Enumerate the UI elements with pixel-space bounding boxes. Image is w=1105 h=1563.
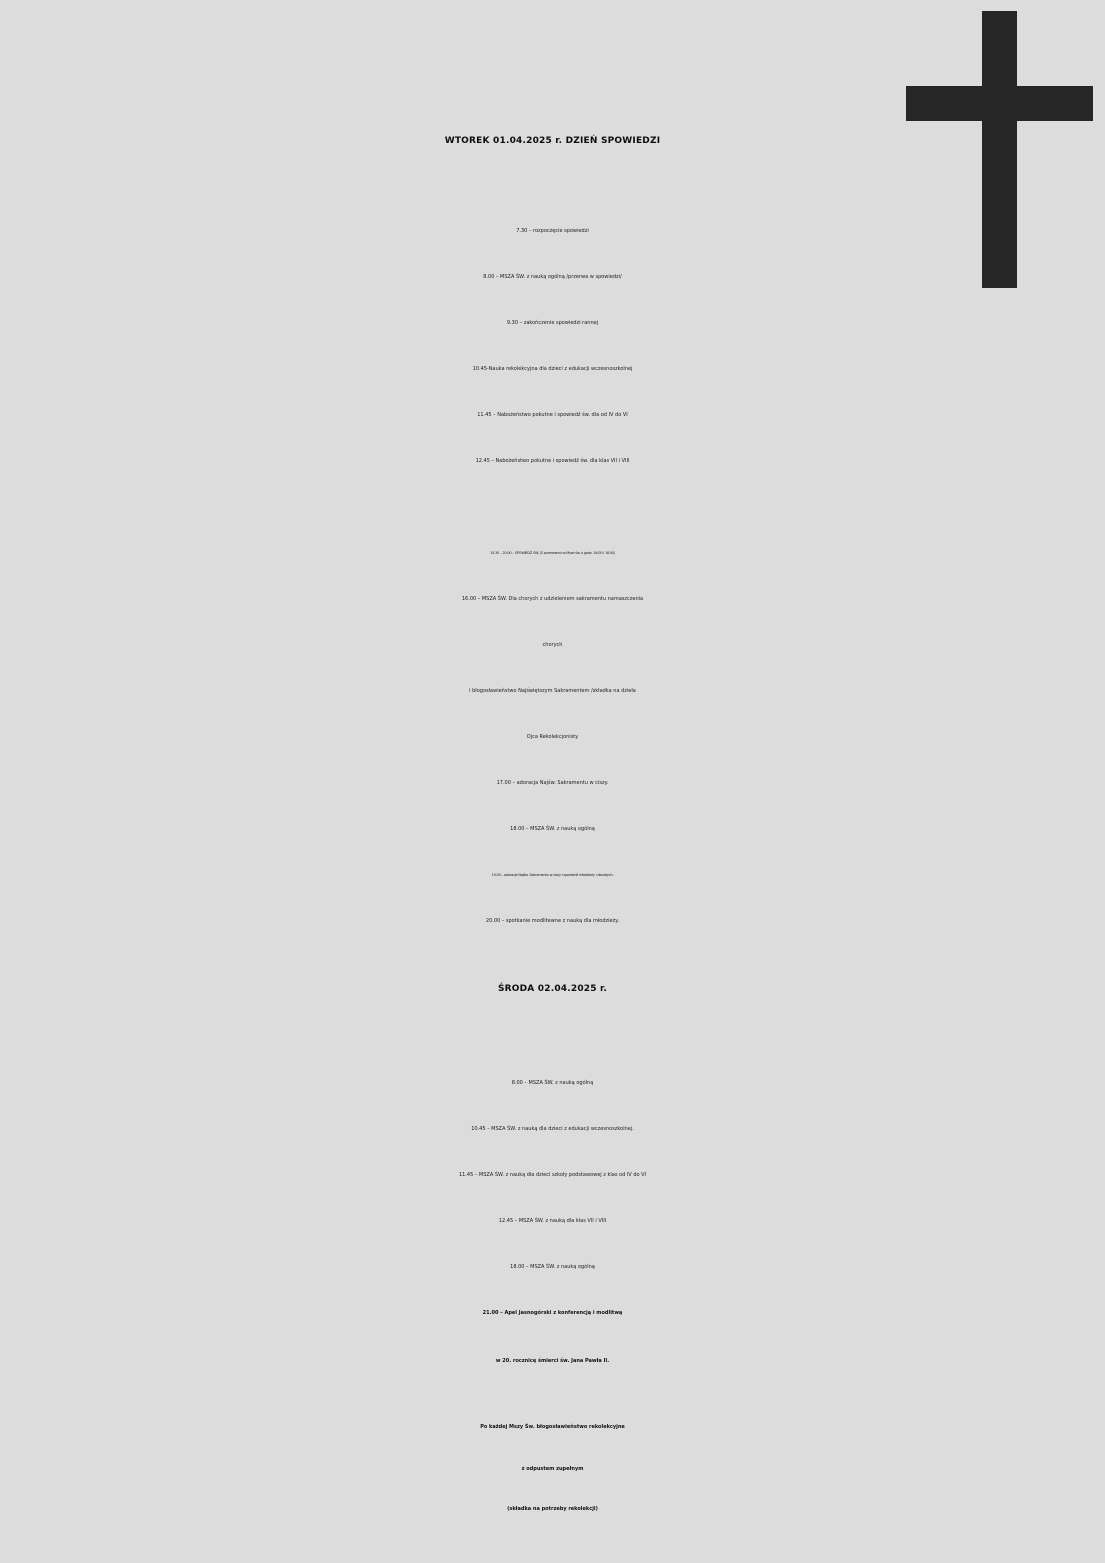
- schedule-line: 12.45 – MSZA ŚW. z nauką dla klas VII i VIII: [498, 1218, 607, 1224]
- schedule-line: 17.00 – adoracja Najśw. Sakramentu w ciszy.: [496, 780, 609, 786]
- schedule-line: 8.00 – MSZA ŚW. z nauką ogólną: [511, 1080, 594, 1086]
- schedule-line: 15.30 – 20.00 – SPOWIEDŹ ŚW. /Z przerwami na Msze św. o godz. 16.00 i 18.00/: [490, 551, 615, 555]
- highlight-line: w 20. rocznicę śmierci św. Jana Pawła II.: [495, 1358, 610, 1364]
- wednesday-heading: ŚRODA 02.04.2025 r.: [497, 984, 608, 994]
- schedule-line: 7.30 – rozpoczęcie spowiedzi: [516, 228, 589, 234]
- schedule-line: 20.00 – spotkanie modlitewne z nauką dla młodzieży.: [485, 918, 620, 924]
- schedule-line: chorych: [542, 642, 563, 648]
- footer-line: z odpustem zupełnym: [521, 1466, 584, 1472]
- schedule-line: i błogosławieństwo Najświętszym Sakramentem /składka na dzieła: [469, 688, 636, 694]
- cross-horizontal-beam: [906, 86, 1093, 121]
- schedule-line: 12.45 – Nabożeństwo pokutne i spowiedź św. dla klas VII i VIII: [475, 458, 630, 464]
- cross-vertical-beam: [982, 11, 1017, 288]
- schedule-line: 18.00 – MSZA ŚW. z nauką ogólną: [510, 1264, 595, 1270]
- schedule-line: 8.00 – MSZA ŚW. z nauką ogólną /przerwa w spowiedzi/: [483, 274, 622, 280]
- schedule-line: 9.30 – zakończenie spowiedzi rannej: [506, 320, 599, 326]
- schedule-line: 11.45 – MSZA ŚW. z nauką dla dzieci szkoły podstawowej z klas od IV do VI: [458, 1172, 647, 1178]
- schedule-line: 18.00 – MSZA ŚW. z nauką ogólną: [510, 826, 595, 832]
- schedule-line: 16.00 – MSZA ŚW. Dla chorych z udzieleniem sakramentu namaszczenia: [461, 596, 644, 602]
- schedule-line: 19.00 – adoracja Najśw. Sakramentu w ciszy i spowiedź młodzieży i dorosłych.: [491, 873, 614, 877]
- schedule-line: 10.45-Nauka rekolekcyjna dla dzieci z edukacji wczesnoszkolnej: [472, 366, 633, 372]
- schedule-line: 10.45 – MSZA ŚW. z nauką dla dzieci z edukacji wczesnoszkolnej.: [471, 1126, 634, 1132]
- highlight-line: 21.00 – Apel Jasnogórski z konferencją i modlitwą: [482, 1310, 623, 1316]
- schedule-line: 11.45 – Nabożeństwo pokutne i spowiedź św. dla od IV do VI: [477, 412, 628, 418]
- schedule-line: Ojca Rekolekcjonisty: [526, 734, 579, 740]
- tuesday-heading: WTOREK 01.04.2025 r. DZIEŃ SPOWIEDZI: [444, 136, 661, 146]
- footer-line: (składka na potrzeby rekolekcji): [507, 1506, 598, 1512]
- footer-line: Po każdej Mszy Św. błogosławieństwo rekolekcyjne: [480, 1424, 625, 1430]
